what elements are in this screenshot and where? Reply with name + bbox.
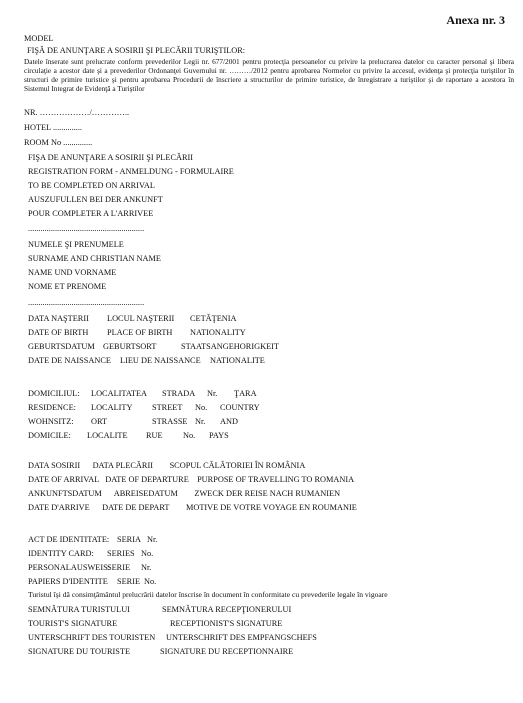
field-label: STREET	[152, 403, 183, 412]
signature-label-tourist: UNTERSCHRIFT DES TOURISTEN	[28, 633, 156, 642]
signature-label-tourist: TOURIST'S SIGNATURE	[28, 619, 118, 628]
field-label: STRADA	[162, 389, 196, 398]
field-label: SERIE	[107, 563, 131, 572]
dots-line: ........................................................	[28, 298, 145, 307]
annex-title: Anexa nr. 3	[446, 13, 505, 27]
field-label: SERIE	[117, 577, 141, 586]
arrival-title-ro: FIŞA DE ANUNŢARE A SOSIRII ŞI PLECĂRII	[28, 153, 194, 162]
name-label-fr: NOME ET PRENOME	[28, 282, 107, 291]
field-label: GEBURTSORT	[103, 342, 157, 351]
field-label: No.	[141, 549, 154, 558]
field-label: CETĂŢENIA	[190, 314, 237, 323]
field-label: Nr.	[147, 535, 158, 544]
field-label: PLACE OF BIRTH	[107, 328, 173, 337]
field-label: ORT	[91, 417, 108, 426]
stay-row-ro: DATA SOSIRII DATA PLECĂRII SCOPUL CĂLĂTORIEI ÎN ROMÂNIA	[28, 461, 306, 470]
field-label: WOHNSITZ:	[28, 417, 74, 426]
dots-line: ........................................................	[28, 224, 145, 233]
field-label: PERSONALAUSWEIS:	[28, 563, 111, 572]
field-label: DOMICILE:	[28, 431, 71, 440]
hotel-line: HOTEL ..............	[24, 123, 82, 132]
field-label: Nr.	[141, 563, 152, 572]
field-label: No.	[195, 403, 208, 412]
field-label: No.	[183, 431, 196, 440]
stay-row-fr: DATE D'ARRIVE DATE DE DEPART MOTIVE DE VOTRE VOYAGE EN ROUMANIE	[28, 503, 357, 512]
field-label: PAPIERS D'IDENTITE	[28, 577, 108, 586]
signature-label-receptionist: RECEPTIONIST'S SIGNATURE	[170, 619, 283, 628]
field-label: LOCALITE	[87, 431, 128, 440]
field-label: NATIONALITE	[210, 356, 265, 365]
consent-statement: Turistul îşi dă consimţământul prelucrării datelor înscrise în document în conformitate cu prevederile legale în vigoare	[28, 590, 388, 599]
stay-row-en: DATE OF ARRIVAL DATE OF DEPARTURE PURPOSE OF TRAVELLING TO ROMANIA	[28, 475, 355, 484]
signature-label-receptionist: UNTERSCHRIFT DES EMPFANGSCHEFS	[166, 633, 317, 642]
field-label: GEBURTSDATUM	[28, 342, 95, 351]
signature-label-receptionist: SIGNATURE DU RECEPTIONNAIRE	[160, 647, 294, 656]
field-label: Nr.	[207, 389, 218, 398]
name-label-en: SURNAME AND CHRISTIAN NAME	[28, 254, 161, 263]
field-label: DATA NAŞTERII	[28, 314, 89, 323]
field-label: PAYS	[209, 431, 229, 440]
field-label: LOCALITY	[91, 403, 133, 412]
nr-line: NR. ………………/…………..	[24, 108, 130, 117]
room-line: ROOM No ..............	[24, 138, 93, 147]
field-label: RUE	[146, 431, 163, 440]
field-label: LOCALITATEA	[91, 389, 148, 398]
field-label: LIEU DE NAISSANCE	[120, 356, 201, 365]
field-label: IDENTITY CARD:	[28, 549, 94, 558]
field-label: SERIES	[107, 549, 135, 558]
field-label: ŢARA	[234, 389, 257, 398]
arrival-title-complete-de: AUSZUFULLEN BEI DER ANKUNFT	[28, 195, 163, 204]
field-label: Nr.	[195, 417, 206, 426]
arrival-title-complete-en: TO BE COMPLETED ON ARRIVAL	[28, 181, 155, 190]
field-label: SERIA	[117, 535, 141, 544]
field-label: STRASSE	[152, 417, 188, 426]
model-label: MODEL	[24, 34, 54, 43]
arrival-title-en: REGISTRATION FORM - ANMELDUNG - FORMULAIRE	[28, 167, 234, 176]
field-label: RESIDENCE:	[28, 403, 76, 412]
field-label: STAATSANGEHORIGKEIT	[181, 342, 279, 351]
field-label: ACT DE IDENTITATE:	[28, 535, 110, 544]
stay-row-de: ANKUNFTSDATUM ABREISEDATUM ZWECK DER REISE NACH RUMANIEN	[28, 489, 341, 498]
signature-label-receptionist: SEMNĂTURA RECEPŢIONERULUI	[162, 605, 292, 614]
name-label-ro: NUMELE ŞI PRENUMELE	[28, 240, 124, 249]
field-label: DOMICILIUL:	[28, 389, 80, 398]
name-label-de: NAME UND VORNAME	[28, 268, 117, 277]
arrival-title-complete-fr: POUR COMPLETER A L'ARRIVEE	[28, 209, 154, 218]
intro-paragraph: Datele înserate sunt prelucrate conform prevederilor Legii nr. 677/2001 pentru protecţia persoanelor cu privire la prelucrarea datelor cu caracter personal şi libera circulaţie a acestor date şi a prevederilor Ordonanţei Guvernului nr. ………/2012 pentru aprobarea Normelor cu privire la accesul, evidenţa şi protecţia turiştilor în structuri de primire turistice şi pentru aprobarea Procedurii de înscriere a structurilor de primire turistice, de înregistrare a turiştilor şi de raportare a acestora în Sistemul Integrat de Evidenţă a Turiştilor	[24, 57, 514, 94]
field-label: COUNTRY	[220, 403, 260, 412]
field-label: No.	[144, 577, 157, 586]
signature-label-tourist: SIGNATURE DU TOURISTE	[28, 647, 131, 656]
field-label: LOCUL NAŞTERII	[107, 314, 175, 323]
field-label: DATE OF BIRTH	[28, 328, 89, 337]
form-title-top: FIŞĂ DE ANUNŢARE A SOSIRII ŞI PLECĂRII TURIŞTILOR:	[27, 46, 246, 55]
field-label: DATE DE NAISSANCE	[28, 356, 111, 365]
field-label: AND	[220, 417, 238, 426]
signature-label-tourist: SEMNĂTURA TURISTULUI	[28, 605, 130, 614]
field-label: NATIONALITY	[190, 328, 246, 337]
